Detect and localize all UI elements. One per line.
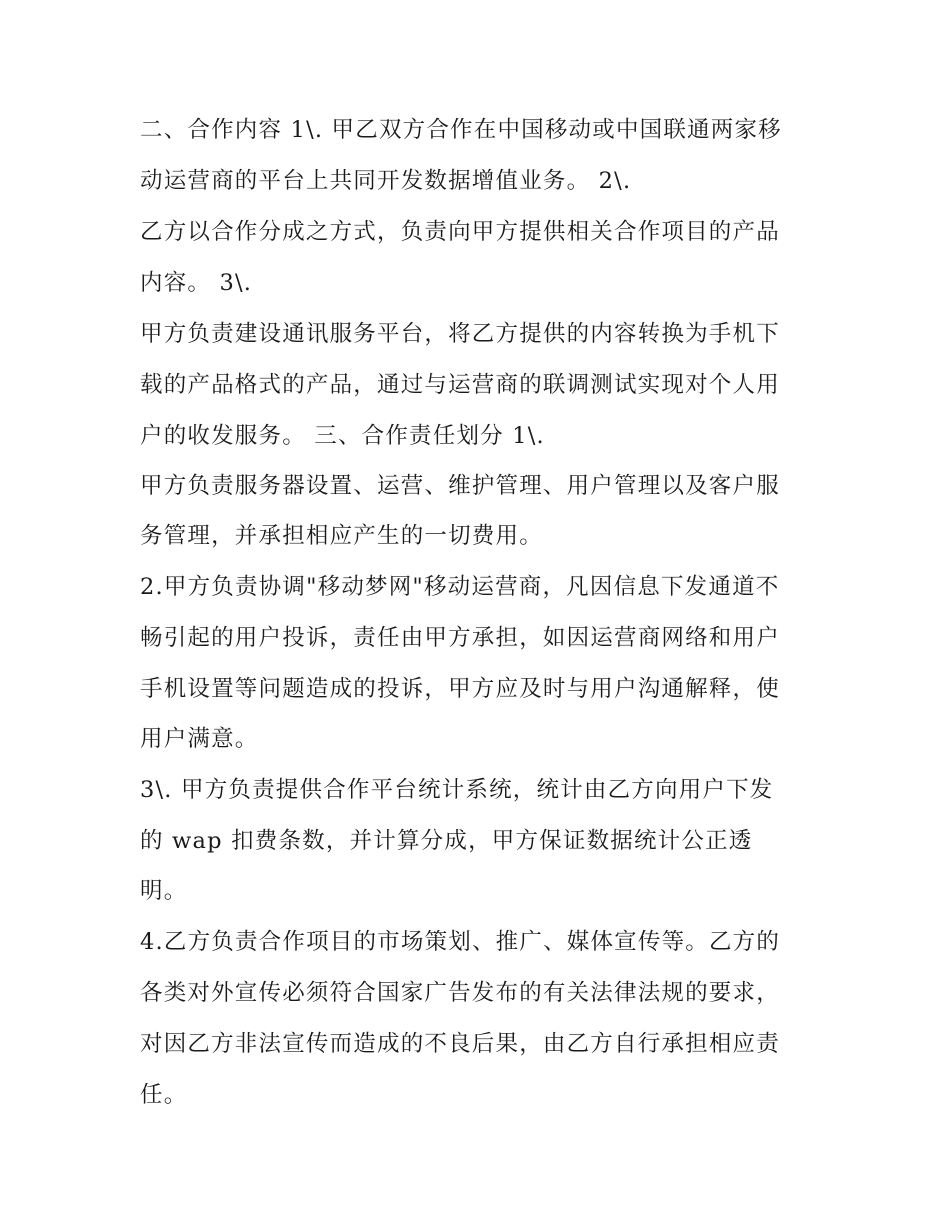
text-line: 载的产品格式的产品，通过与运营商的联调测试实现对个人用 xyxy=(140,372,780,398)
text-line: 手机设置等问题造成的投诉，甲方应及时与用户沟通解释，使 xyxy=(140,676,780,702)
text-line: 各类对外宣传必须符合国家广告发布的有关法律法规的要求， xyxy=(140,980,780,1006)
text-line: 动运营商的平台上共同开发数据增值业务。 2\. xyxy=(140,168,632,194)
text-line: 4.乙方负责合作项目的市场策划、推广、媒体宣传等。乙方的 xyxy=(140,929,781,955)
text-line: 对因乙方非法宣传而造成的不良后果，由乙方自行承担相应责 xyxy=(140,1031,780,1057)
text-line: 甲方负责服务器设置、运营、维护管理、用户管理以及客户服 xyxy=(140,473,780,499)
text-line: 任。 xyxy=(140,1082,188,1108)
text-line: 的 wap 扣费条数，并计算分成，甲方保证数据统计公正透 xyxy=(140,828,753,854)
text-line: 3\. 甲方负责提供合作平台统计系统，统计由乙方向用户下发 xyxy=(140,777,774,803)
text-line: 户的收发服务。 三、合作责任划分 1\. xyxy=(140,423,545,449)
text-line: 甲方负责建设通讯服务平台，将乙方提供的内容转换为手机下 xyxy=(140,321,780,347)
text-line: 畅引起的用户投诉，责任由甲方承担，如因运营商网络和用户 xyxy=(140,625,780,651)
text-line: 乙方以合作分成之方式，负责向甲方提供相关合作项目的产品 xyxy=(140,219,780,245)
text-line: 二、合作内容 1\. 甲乙双方合作在中国移动或中国联通两家移 xyxy=(140,117,782,143)
text-line: 明。 xyxy=(140,878,188,904)
text-line: 2.甲方负责协调"移动梦网"移动运营商，凡因信息下发通道不 xyxy=(140,574,780,600)
text-line: 务管理，并承担相应产生的一切费用。 xyxy=(140,523,543,549)
text-line: 内容。 3\. xyxy=(140,270,253,296)
text-line: 用户满意。 xyxy=(140,726,259,752)
